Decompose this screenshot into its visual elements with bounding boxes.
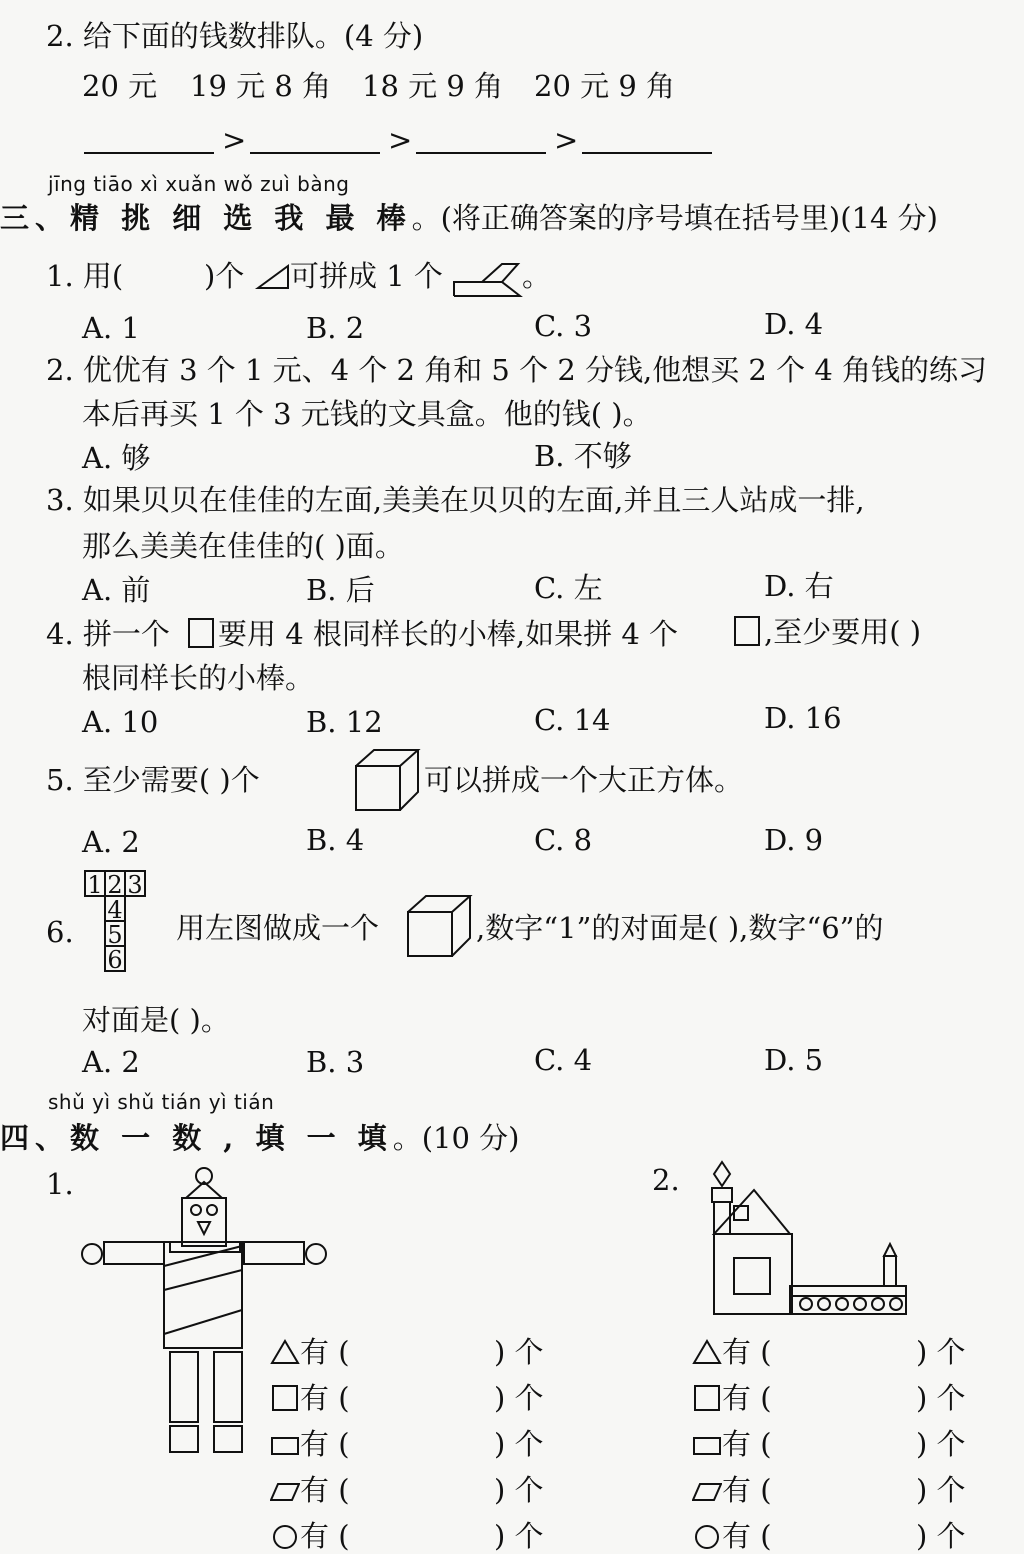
count-label: 有 (	[300, 1519, 350, 1553]
section3-heading	[0, 201, 938, 235]
house-train-figure	[706, 1160, 912, 1320]
count-unit: ) 个	[916, 1381, 966, 1415]
count-left-circle	[270, 1519, 544, 1553]
s3-q2-line1: 2. 优优有 3 个 1 元、4 个 2 角和 5 个 2 分钱,他想买 2 个 4 角钱的练习	[46, 353, 987, 387]
answer-blank-2[interactable]	[250, 152, 380, 154]
s3-q1-option-b[interactable]: B. 2	[306, 311, 365, 345]
count-label: 有 (	[300, 1427, 350, 1461]
s3-q4-post: ,至少要用( )	[764, 615, 922, 649]
answer-blank-1[interactable]	[84, 152, 214, 154]
s3-q4-mid: 要用 4 根同样长的小棒,如果拼 4 个	[218, 617, 678, 651]
count-right-triangle	[692, 1335, 966, 1369]
triangle-icon	[270, 1338, 300, 1366]
net-cell-1: 1	[84, 870, 106, 897]
count-right-square	[692, 1381, 966, 1415]
count-label: 有 (	[722, 1381, 772, 1415]
section3-heading-text: 三、精 挑 细 选 我 最 棒	[0, 201, 412, 235]
s3-q5-pre: 5. 至少需要( )个	[46, 763, 260, 797]
count-unit: ) 个	[494, 1473, 544, 1507]
right-triangle-icon	[256, 264, 290, 290]
amount-1: 20 元	[82, 69, 158, 103]
s3-q6-num: 6.	[46, 915, 74, 949]
net-cell-2: 2	[104, 870, 126, 897]
net-cell-6: 6	[104, 945, 126, 972]
s3-q3-option-d[interactable]: D. 右	[764, 569, 834, 603]
circle-icon	[692, 1522, 722, 1550]
s3-q4-pre: 4. 拼一个	[46, 617, 170, 651]
s3-q1-post: 。	[522, 259, 552, 293]
count-label: 有 (	[722, 1427, 772, 1461]
count-left-triangle	[270, 1335, 544, 1369]
s3-q3-option-a[interactable]: A. 前	[82, 573, 151, 607]
count-label: 有 (	[722, 1473, 772, 1507]
s3-q1-mid2: 可拼成 1 个	[290, 259, 443, 293]
question-2-title: 2. 给下面的钱数排队。(4 分)	[46, 19, 424, 53]
s3-q5-option-a[interactable]: A. 2	[82, 825, 140, 859]
count-unit: ) 个	[916, 1519, 966, 1553]
s3-q5-post: 可以拼成一个大正方体。	[424, 763, 744, 797]
s3-q5-option-b[interactable]: B. 4	[306, 823, 365, 857]
s3-q3-option-b[interactable]: B. 后	[306, 573, 375, 607]
count-left-parallelogram	[270, 1473, 544, 1507]
s3-q6-option-d[interactable]: D. 5	[764, 1043, 824, 1077]
square-stick-icon	[186, 616, 216, 650]
count-label: 有 (	[722, 1335, 772, 1369]
rectangle-icon	[270, 1430, 300, 1458]
composite-shape-icon	[452, 262, 522, 298]
count-right-parallelogram	[692, 1473, 966, 1507]
net-cell-3: 3	[124, 870, 146, 897]
cube-icon	[354, 748, 424, 812]
section3-pinyin: jīng tiāo xì xuǎn wǒ zuì bàng	[48, 172, 350, 196]
count-unit: ) 个	[494, 1335, 544, 1369]
count-label: 有 (	[300, 1381, 350, 1415]
s3-q4-option-a[interactable]: A. 10	[82, 705, 159, 739]
answer-blank-3[interactable]	[416, 152, 546, 154]
count-unit: ) 个	[916, 1335, 966, 1369]
figure-1-number: 1.	[46, 1167, 74, 1201]
section4-heading-text: 四、数 一 数 , 填 一 填	[0, 1121, 393, 1155]
s3-q6-option-b[interactable]: B. 3	[306, 1045, 365, 1079]
rectangle-icon	[692, 1430, 722, 1458]
triangle-icon	[692, 1338, 722, 1366]
robot-figure	[78, 1162, 334, 1462]
count-unit: ) 个	[494, 1427, 544, 1461]
answer-blank-4[interactable]	[582, 152, 712, 154]
net-cell-4: 4	[104, 895, 126, 922]
s3-q1-option-d[interactable]: D. 4	[764, 307, 824, 341]
s3-q2-option-b[interactable]: B. 不够	[534, 439, 632, 473]
s3-q3-option-c[interactable]: C. 左	[534, 571, 603, 605]
section3-subtitle: 。(将正确答案的序号填在括号里)(14 分)	[411, 201, 938, 235]
section4-subtitle: 。(10 分)	[392, 1121, 520, 1155]
amount-4: 20 元 9 角	[534, 69, 676, 103]
count-label: 有 (	[300, 1335, 350, 1369]
circle-icon	[270, 1522, 300, 1550]
parallelogram-icon	[692, 1476, 722, 1504]
s3-q1-option-c[interactable]: C. 3	[534, 309, 593, 343]
square-icon	[692, 1384, 722, 1412]
s3-q1-mid: )个	[204, 259, 245, 293]
square-icon	[270, 1384, 300, 1412]
count-label: 有 (	[722, 1519, 772, 1553]
count-left-square	[270, 1381, 544, 1415]
section4-pinyin: shǔ yì shǔ tián yì tián	[48, 1090, 275, 1114]
s3-q6-pre: 用左图做成一个	[176, 911, 380, 945]
greater-than-3: >	[554, 123, 579, 157]
greater-than-2: >	[388, 123, 413, 157]
parallelogram-icon	[270, 1476, 300, 1504]
s3-q4-line2: 根同样长的小棒。	[82, 661, 315, 695]
s3-q6-post: ,数字“1”的对面是( ),数字“6”的	[476, 911, 884, 945]
s3-q2-line2: 本后再买 1 个 3 元钱的文具盒。他的钱( )。	[82, 397, 652, 431]
amount-2: 19 元 8 角	[190, 69, 332, 103]
square-stick-icon-2	[732, 614, 762, 648]
s3-q6-line2: 对面是( )。	[82, 1003, 230, 1037]
section4-heading	[0, 1121, 520, 1155]
s3-q6-option-c[interactable]: C. 4	[534, 1043, 593, 1077]
s3-q4-option-c[interactable]: C. 14	[534, 703, 611, 737]
s3-q4-option-b[interactable]: B. 12	[306, 705, 383, 739]
s3-q6-option-a[interactable]: A. 2	[82, 1045, 140, 1079]
count-unit: ) 个	[916, 1473, 966, 1507]
s3-q2-option-a[interactable]: A. 够	[82, 441, 151, 475]
s3-q3-line1: 3. 如果贝贝在佳佳的左面,美美在贝贝的左面,并且三人站成一排,	[46, 483, 865, 517]
count-unit: ) 个	[916, 1427, 966, 1461]
count-unit: ) 个	[494, 1519, 544, 1553]
s3-q1-pre: 1. 用(	[46, 259, 124, 293]
count-right-rectangle	[692, 1427, 966, 1461]
net-cell-5: 5	[104, 920, 126, 947]
figure-2-number: 2.	[652, 1163, 680, 1197]
count-label: 有 (	[300, 1473, 350, 1507]
s3-q1-option-a[interactable]: A. 1	[82, 311, 140, 345]
amount-3: 18 元 9 角	[362, 69, 504, 103]
s3-q5-option-c[interactable]: C. 8	[534, 823, 593, 857]
s3-q3-line2: 那么美美在佳佳的( )面。	[82, 529, 404, 563]
count-left-rectangle	[270, 1427, 544, 1461]
count-right-circle	[692, 1519, 966, 1553]
s3-q5-option-d[interactable]: D. 9	[764, 823, 824, 857]
s3-q4-option-d[interactable]: D. 16	[764, 701, 842, 735]
cube-icon-2	[406, 894, 476, 958]
count-unit: ) 个	[494, 1381, 544, 1415]
greater-than-1: >	[222, 123, 247, 157]
